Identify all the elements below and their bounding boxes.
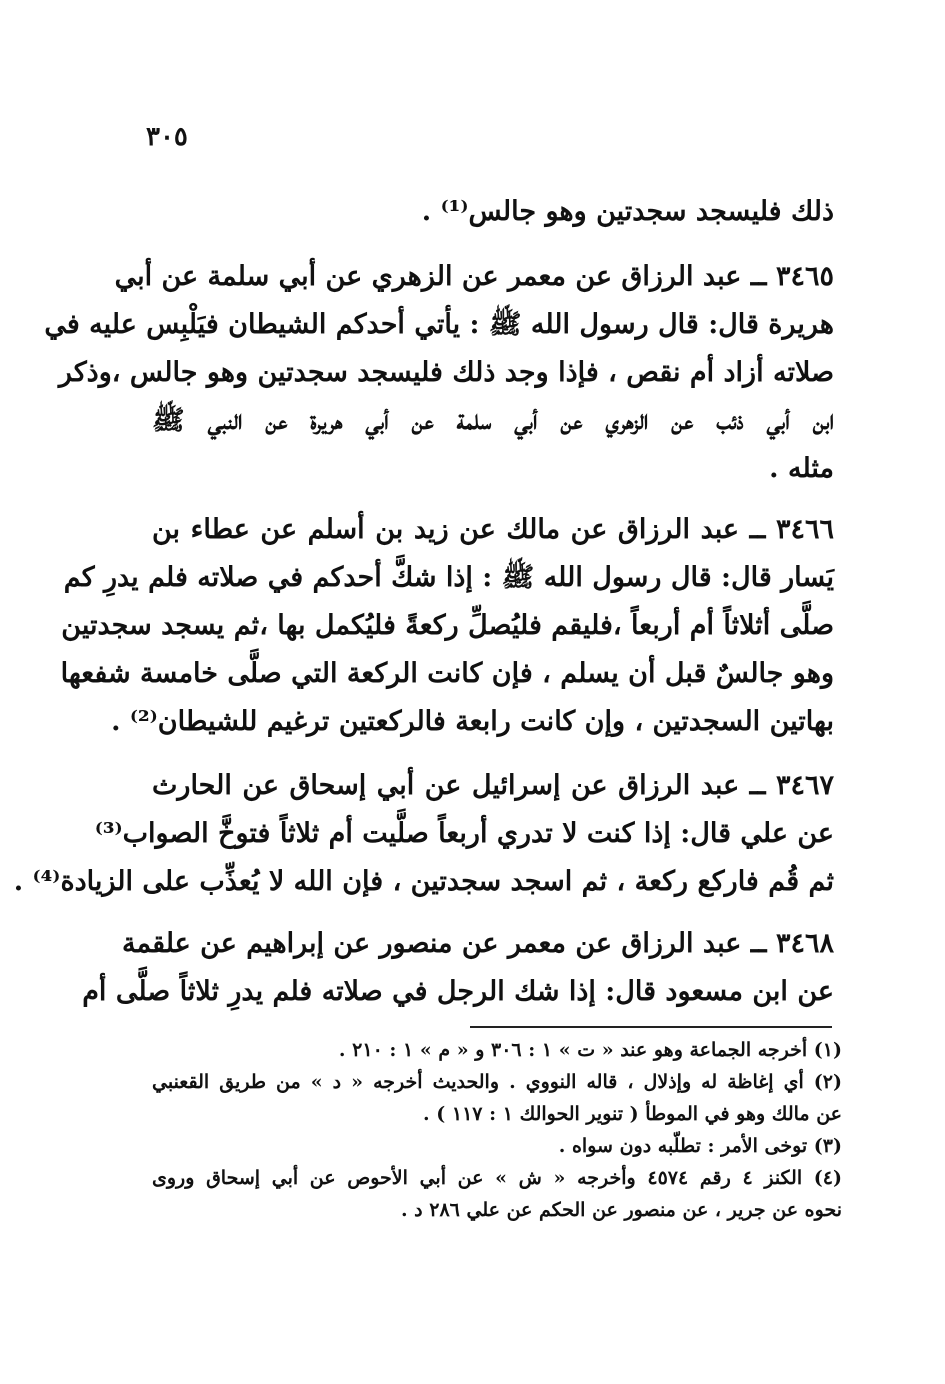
body-line: ٣٤٦٨ ــ عبد الرزاق عن معمر عن منصور عن إبراهيم عن علقمة <box>121 928 834 959</box>
body-line: وهو جالسٌ قبل أن يسلم ، فإن كانت الركعة التي صلَّى خامسة شفعها <box>60 658 834 689</box>
footnote-4-continuation: نحوه عن جرير ، عن منصور عن الحكم عن علي ٢٨٦ د . <box>400 1199 842 1221</box>
body-line: هريرة قال: قال رسول الله ﷺ : يأتي أحدكم الشيطان فيَلْبِس عليه في <box>44 309 834 340</box>
body-line: عن ابن مسعود قال: إذا شك الرجل في صلاته فلم يدرِ ثلاثاً صلَّى أم <box>82 976 834 1007</box>
body-line: يَسار قال: قال رسول الله ﷺ : إذا شكَّ أحدكم في صلاته فلم يدرِ كم <box>63 562 834 593</box>
body-line: صلاته أزاد أم نقص ، فإذا وجد ذلك فليسجد سجدتين وهو جالس ،وذكر <box>58 357 834 388</box>
footnote-2: (٢) أي إغاظة له وإذلال ، قاله النووي . والحديث أخرجه « د » من طريق القعنبي <box>152 1071 842 1093</box>
body-line: ٣٤٦٦ ــ عبد الرزاق عن مالك عن زيد بن أسلم عن عطاء بن <box>152 514 834 545</box>
body-line: ثم قُم فاركع ركعة ، ثم اسجد سجدتين ، فإن الله لا يُعذِّب على الزيادة⁽⁴⁾ . <box>13 866 834 897</box>
body-line: ٣٤٦٥ ــ عبد الرزاق عن معمر عن الزهري عن أبي سلمة عن أبي <box>114 261 834 292</box>
body-line: صلَّى أثلاثاً أم أربعاً ،فليقم فليُصلِّ ركعةً فليُكمل بها ،ثم يسجد سجدتين <box>61 610 834 641</box>
footnote-4: (٤) الكنز ٤ رقم ٤٥٧٤ وأخرجه « ش » عن أبي الأحوص عن أبي إسحاق وروى <box>152 1167 842 1189</box>
body-line: بهاتين السجدتين ، وإن كانت رابعة فالركعتين ترغيم للشيطان⁽²⁾ . <box>111 706 834 737</box>
intro-paragraph <box>152 188 834 236</box>
hadith-3468 <box>82 920 834 1016</box>
body-line: ابن أبي ذئب عن الزهري عن أبي سلمة عن أبي هريرة عن النبي ﷺ <box>152 405 834 436</box>
body-line: مثله . <box>769 453 834 484</box>
footnotes <box>152 1034 842 1226</box>
footnote-separator <box>470 1026 832 1028</box>
body-line: عن علي قال: إذا كنت لا تدري أربعاً صلَّيت أم ثلاثاً فتوخَّ الصواب⁽³⁾ <box>94 818 834 849</box>
footnote-1: (١) أخرجه الجماعة وهو عند « ت » ١ : ٣٠٦ و « م » ١ : ٢١٠ . <box>338 1039 842 1061</box>
footnote-2-continuation: عن مالك وهو في الموطأ ( تنوير الحوالك ١ : ١١٧ ) . <box>423 1103 842 1125</box>
body-line: ٣٤٦٧ ــ عبد الرزاق عن إسرائيل عن أبي إسحاق عن الحارث <box>152 770 834 801</box>
page-number: ٣٠٥ <box>146 122 188 152</box>
hadith-3466 <box>60 506 834 746</box>
footnote-3: (٣) توخى الأمر : تطلّبه دون سواه . <box>558 1135 842 1157</box>
body-line: ذلك فليسجد سجدتين وهو جالس⁽¹⁾ . <box>421 196 834 227</box>
hadith-3467 <box>13 762 834 906</box>
hadith-3465 <box>44 253 834 493</box>
